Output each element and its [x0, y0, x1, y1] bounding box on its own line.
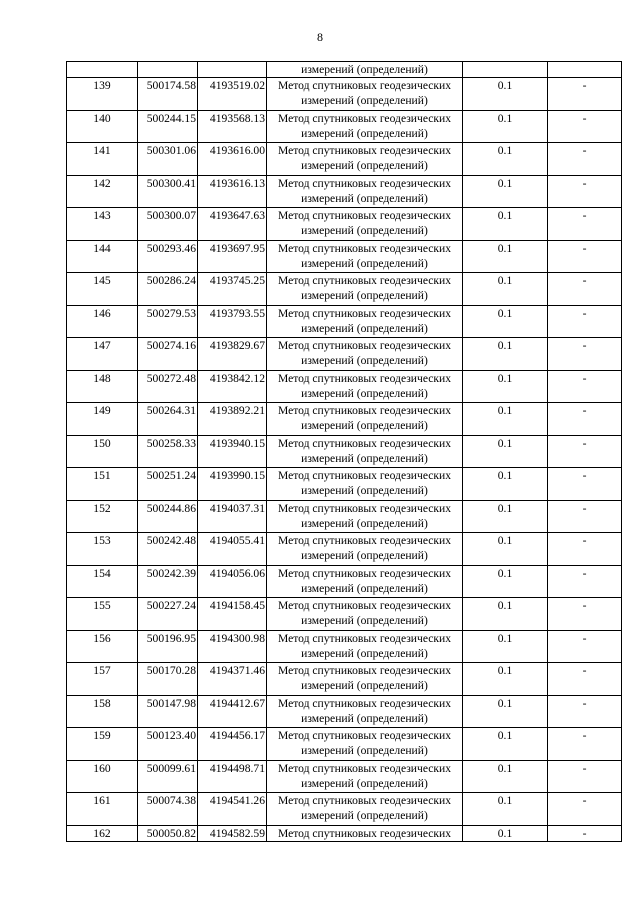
y-coordinate-cell: 4193697.95	[198, 240, 267, 273]
point-number-cell: 148	[67, 370, 138, 403]
method-line-2: измерений (определений)	[301, 191, 428, 205]
table-row	[67, 110, 622, 143]
dash-cell: -	[548, 468, 622, 501]
point-number-cell: 160	[67, 760, 138, 793]
table-row	[67, 370, 622, 403]
accuracy-cell: 0.1	[463, 435, 548, 468]
method-line-2: измерений (определений)	[301, 321, 428, 335]
point-number-cell: 159	[67, 728, 138, 761]
x-coordinate-cell: 500264.31	[138, 403, 198, 436]
method-line-1: Метод спутниковых геодезических	[277, 306, 452, 320]
method-cell	[267, 78, 463, 111]
continuation-y-cell	[198, 62, 267, 78]
y-coordinate-cell: 4193829.67	[198, 338, 267, 371]
accuracy-cell: 0.1	[463, 598, 548, 631]
accuracy-cell: 0.1	[463, 175, 548, 208]
method-line-2: измерений (определений)	[301, 386, 428, 400]
accuracy-cell: 0.1	[463, 110, 548, 143]
table-row	[67, 435, 622, 468]
method-line-1: Метод спутниковых геодезических	[277, 79, 452, 92]
point-number-cell: 157	[67, 663, 138, 696]
dash-cell: -	[548, 663, 622, 696]
coordinates-table-body	[67, 62, 622, 842]
method-line-2: измерений (определений)	[301, 809, 428, 822]
method-cell	[267, 695, 463, 728]
accuracy-cell: 0.1	[463, 305, 548, 338]
method-line-1: Метод спутниковых геодезических	[277, 664, 452, 677]
method-line-1: Метод спутниковых геодезических	[277, 696, 452, 710]
table-row	[67, 78, 622, 111]
accuracy-cell: 0.1	[463, 793, 548, 826]
point-number-cell: 156	[67, 630, 138, 663]
dash-cell: -	[548, 728, 622, 761]
dash-cell: -	[548, 598, 622, 631]
method-line-2: измерений (определений)	[301, 549, 428, 562]
method-line-1: Метод спутниковых геодезических	[277, 534, 452, 547]
dash-cell: -	[548, 175, 622, 208]
y-coordinate-cell: 4194158.45	[198, 598, 267, 631]
dash-cell: -	[548, 695, 622, 728]
method-line-1: Метод спутниковых геодезических	[277, 274, 452, 287]
x-coordinate-cell: 500244.86	[138, 500, 198, 533]
accuracy-cell: 0.1	[463, 143, 548, 176]
method-line-1: Метод спутниковых геодезических	[277, 761, 452, 775]
point-number-cell: 142	[67, 175, 138, 208]
method-line-2: измерений (определений)	[301, 744, 428, 757]
x-coordinate-cell: 500274.16	[138, 338, 198, 371]
method-line-2: измерений (определений)	[301, 126, 428, 140]
method-line-2: измерений (определений)	[301, 581, 428, 595]
method-line-2: измерений (определений)	[301, 711, 428, 725]
method-line-1: Метод спутниковых геодезических	[277, 566, 452, 580]
method-line-1: Метод спутниковых геодезических	[277, 729, 452, 742]
continuation-x-cell	[138, 62, 198, 78]
method-cell	[267, 338, 463, 371]
dash-cell: -	[548, 338, 622, 371]
accuracy-cell: 0.1	[463, 695, 548, 728]
point-number-cell: 140	[67, 110, 138, 143]
continuation-num-cell	[67, 62, 138, 78]
dash-cell: -	[548, 403, 622, 436]
y-coordinate-cell: 4194371.46	[198, 663, 267, 696]
method-line-1: Метод спутниковых геодезических	[277, 241, 452, 255]
method-line-1: Метод спутниковых геодезических	[277, 209, 452, 222]
method-line-2: измерений (определений)	[301, 224, 428, 237]
accuracy-cell: 0.1	[463, 533, 548, 566]
method-line-1: Метод спутниковых геодезических	[277, 436, 452, 450]
method-cell	[267, 663, 463, 696]
table-row	[67, 760, 622, 793]
continuation-dash-cell	[548, 62, 622, 78]
point-number-cell: 150	[67, 435, 138, 468]
method-line-1: Метод спутниковых геодезических	[277, 794, 452, 807]
x-coordinate-cell: 500196.95	[138, 630, 198, 663]
table-row	[67, 533, 622, 566]
method-line-2: измерений (определений)	[301, 516, 428, 530]
accuracy-cell: 0.1	[463, 273, 548, 306]
point-number-cell: 158	[67, 695, 138, 728]
continuation-method-cell: измерений (определений)	[267, 62, 463, 78]
point-number-cell: 162	[67, 825, 138, 841]
accuracy-cell: 0.1	[463, 728, 548, 761]
y-coordinate-cell: 4194498.71	[198, 760, 267, 793]
table-row	[67, 565, 622, 598]
method-line-2: измерений (определений)	[301, 451, 428, 465]
method-line-1: Метод спутниковых геодезических	[277, 631, 452, 645]
coordinates-table	[66, 61, 622, 842]
method-cell	[267, 598, 463, 631]
method-cell	[267, 403, 463, 436]
table-row	[67, 663, 622, 696]
x-coordinate-cell: 500147.98	[138, 695, 198, 728]
method-line-1: Метод спутниковых геодезических	[277, 144, 452, 157]
method-cell	[267, 565, 463, 598]
y-coordinate-cell: 4194582.59	[198, 825, 267, 841]
y-coordinate-cell: 4193940.15	[198, 435, 267, 468]
dash-cell: -	[548, 78, 622, 111]
point-number-cell: 145	[67, 273, 138, 306]
method-line-2: измерений (определений)	[301, 354, 428, 367]
method-cell	[267, 273, 463, 306]
x-coordinate-cell: 500251.24	[138, 468, 198, 501]
method-line-2: измерений (определений)	[301, 256, 428, 270]
method-cell	[267, 240, 463, 273]
dash-cell: -	[548, 240, 622, 273]
method-line-2: измерений (определений)	[301, 679, 428, 692]
y-coordinate-cell: 4194300.98	[198, 630, 267, 663]
table-row	[67, 695, 622, 728]
table-row	[67, 598, 622, 631]
x-coordinate-cell: 500050.82	[138, 825, 198, 841]
x-coordinate-cell: 500242.39	[138, 565, 198, 598]
x-coordinate-cell: 500174.58	[138, 78, 198, 111]
y-coordinate-cell: 4193793.55	[198, 305, 267, 338]
y-coordinate-cell: 4194456.17	[198, 728, 267, 761]
y-coordinate-cell: 4193568.13	[198, 110, 267, 143]
method-line-1: Метод спутниковых геодезических	[277, 469, 452, 482]
y-coordinate-cell: 4193616.13	[198, 175, 267, 208]
dash-cell: -	[548, 208, 622, 241]
method-cell	[267, 533, 463, 566]
point-number-cell: 152	[67, 500, 138, 533]
method-line-1: Метод спутниковых геодезических	[277, 501, 452, 515]
x-coordinate-cell: 500123.40	[138, 728, 198, 761]
y-coordinate-cell: 4193616.00	[198, 143, 267, 176]
point-number-cell: 141	[67, 143, 138, 176]
y-coordinate-cell: 4194412.67	[198, 695, 267, 728]
dash-cell: -	[548, 630, 622, 663]
table-row	[67, 240, 622, 273]
accuracy-cell: 0.1	[463, 208, 548, 241]
table-row	[67, 793, 622, 826]
method-line-1: Метод спутниковых геодезических	[277, 599, 452, 612]
y-coordinate-cell: 4193647.63	[198, 208, 267, 241]
method-cell	[267, 468, 463, 501]
point-number-cell: 151	[67, 468, 138, 501]
method-cell	[267, 208, 463, 241]
method-line-2: измерений (определений)	[301, 159, 428, 172]
accuracy-cell: 0.1	[463, 468, 548, 501]
method-line-1: Метод спутниковых геодезических	[277, 371, 452, 385]
y-coordinate-cell: 4194055.41	[198, 533, 267, 566]
point-number-cell: 147	[67, 338, 138, 371]
dash-cell: -	[548, 500, 622, 533]
method-line-2: измерений (определений)	[301, 419, 428, 432]
dash-cell: -	[548, 110, 622, 143]
method-cell	[267, 793, 463, 826]
point-number-cell: 153	[67, 533, 138, 566]
table-row	[67, 825, 622, 841]
accuracy-cell: 0.1	[463, 630, 548, 663]
x-coordinate-cell: 500074.38	[138, 793, 198, 826]
dash-cell: -	[548, 565, 622, 598]
method-cell	[267, 143, 463, 176]
table-row	[67, 728, 622, 761]
point-number-cell: 161	[67, 793, 138, 826]
dash-cell: -	[548, 370, 622, 403]
point-number-cell: 143	[67, 208, 138, 241]
table-row	[67, 630, 622, 663]
method-line-1: Метод спутниковых геодезических	[277, 111, 452, 125]
accuracy-cell: 0.1	[463, 240, 548, 273]
method-cell	[267, 305, 463, 338]
accuracy-cell: 0.1	[463, 565, 548, 598]
method-cell	[267, 825, 463, 841]
accuracy-cell: 0.1	[463, 78, 548, 111]
method-cell	[267, 760, 463, 793]
y-coordinate-cell: 4193892.21	[198, 403, 267, 436]
x-coordinate-cell: 500258.33	[138, 435, 198, 468]
method-cell	[267, 175, 463, 208]
x-coordinate-cell: 500099.61	[138, 760, 198, 793]
point-number-cell: 155	[67, 598, 138, 631]
y-coordinate-cell: 4193842.12	[198, 370, 267, 403]
method-line-2: измерений (определений)	[301, 484, 428, 497]
table-row	[67, 403, 622, 436]
point-number-cell: 149	[67, 403, 138, 436]
dash-cell: -	[548, 143, 622, 176]
method-cell	[267, 370, 463, 403]
accuracy-cell: 0.1	[463, 500, 548, 533]
table-row	[67, 208, 622, 241]
table-row	[67, 468, 622, 501]
accuracy-cell: 0.1	[463, 663, 548, 696]
x-coordinate-cell: 500286.24	[138, 273, 198, 306]
continuation-accuracy-cell	[463, 62, 548, 78]
dash-cell: -	[548, 305, 622, 338]
x-coordinate-cell: 500300.41	[138, 175, 198, 208]
table-row	[67, 338, 622, 371]
point-number-cell: 154	[67, 565, 138, 598]
x-coordinate-cell: 500272.48	[138, 370, 198, 403]
accuracy-cell: 0.1	[463, 760, 548, 793]
method-cell	[267, 728, 463, 761]
method-line-1: Метод спутниковых геодезических	[277, 404, 452, 417]
x-coordinate-cell: 500300.07	[138, 208, 198, 241]
method-cell	[267, 435, 463, 468]
page-number: 8	[317, 30, 323, 44]
x-coordinate-cell: 500170.28	[138, 663, 198, 696]
point-number-cell: 144	[67, 240, 138, 273]
dash-cell: -	[548, 760, 622, 793]
y-coordinate-cell: 4193745.25	[198, 273, 267, 306]
method-line-1: Метод спутниковых геодезических	[277, 339, 452, 352]
accuracy-cell: 0.1	[463, 338, 548, 371]
y-coordinate-cell: 4194037.31	[198, 500, 267, 533]
method-line-1: Метод спутниковых геодезических	[277, 176, 452, 190]
table-row	[67, 305, 622, 338]
x-coordinate-cell: 500244.15	[138, 110, 198, 143]
table-row	[67, 143, 622, 176]
y-coordinate-cell: 4194056.06	[198, 565, 267, 598]
method-cell	[267, 110, 463, 143]
method-cell	[267, 500, 463, 533]
method-line-2: измерений (определений)	[301, 94, 428, 107]
y-coordinate-cell: 4193990.15	[198, 468, 267, 501]
x-coordinate-cell: 500227.24	[138, 598, 198, 631]
dash-cell: -	[548, 793, 622, 826]
dash-cell: -	[548, 825, 622, 841]
dash-cell: -	[548, 435, 622, 468]
point-number-cell: 146	[67, 305, 138, 338]
point-number-cell: 139	[67, 78, 138, 111]
dash-cell: -	[548, 273, 622, 306]
table-row	[67, 273, 622, 306]
method-line-1: Метод спутниковых геодезических	[277, 826, 452, 840]
method-line-2: измерений (определений)	[301, 646, 428, 660]
method-cell	[267, 630, 463, 663]
accuracy-cell: 0.1	[463, 370, 548, 403]
x-coordinate-cell: 500279.53	[138, 305, 198, 338]
dash-cell: -	[548, 533, 622, 566]
y-coordinate-cell: 4194541.26	[198, 793, 267, 826]
accuracy-cell: 0.1	[463, 403, 548, 436]
table-row	[67, 175, 622, 208]
method-line-2: измерений (определений)	[301, 289, 428, 302]
method-line-2: измерений (определений)	[301, 614, 428, 627]
table-row	[67, 500, 622, 533]
x-coordinate-cell: 500293.46	[138, 240, 198, 273]
continuation-row	[67, 62, 622, 78]
accuracy-cell: 0.1	[463, 825, 548, 841]
y-coordinate-cell: 4193519.02	[198, 78, 267, 111]
x-coordinate-cell: 500301.06	[138, 143, 198, 176]
x-coordinate-cell: 500242.48	[138, 533, 198, 566]
method-line-2: измерений (определений)	[301, 776, 428, 790]
